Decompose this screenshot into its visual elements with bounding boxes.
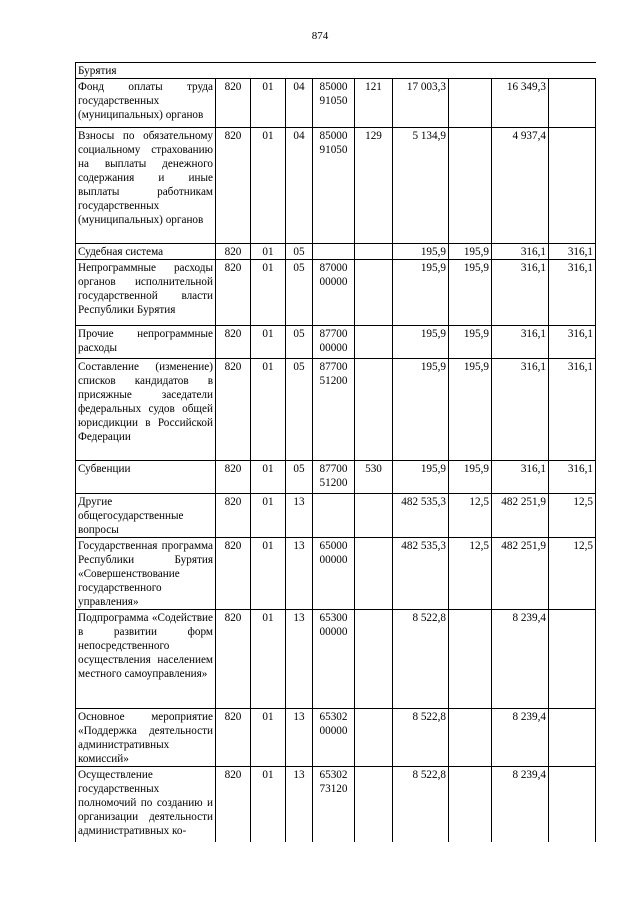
table-row xyxy=(76,244,596,260)
section-code-cell: 01 xyxy=(251,359,286,461)
amount-total-2-cell: 8 239,4 xyxy=(492,767,549,842)
table-row xyxy=(76,610,596,709)
target-code-cell: 65300 00000 xyxy=(313,610,355,709)
row-name-cell: Фонд оплаты труда государственных (муниципальных) органов xyxy=(76,79,216,128)
expense-type-cell: 129 xyxy=(355,128,393,244)
amount-federal-1-cell: 195,9 xyxy=(449,326,492,359)
expense-type-cell xyxy=(355,538,393,610)
ministry-code-cell: 820 xyxy=(216,610,251,709)
amount-total-2-cell: 482 251,9 xyxy=(492,494,549,538)
row-name-cell: Взносы по обязательному социальному страхованию на выплаты денежного содержания и иные выплаты работникам государственных (муниципальных) органов xyxy=(76,128,216,244)
amount-federal-2-cell: 12,5 xyxy=(549,538,596,610)
amount-federal-1-cell xyxy=(449,610,492,709)
amount-total-1-cell: 195,9 xyxy=(393,260,449,326)
ministry-code-cell: 820 xyxy=(216,128,251,244)
amount-total-1-cell: 195,9 xyxy=(393,359,449,461)
row-name-cell: Непрограммные расходы органов исполнительной государственной власти Республики Бурятия xyxy=(76,260,216,326)
amount-federal-2-cell xyxy=(549,128,596,244)
ministry-code-cell: 820 xyxy=(216,461,251,494)
expense-type-cell: 530 xyxy=(355,461,393,494)
amount-total-1-cell: 195,9 xyxy=(393,326,449,359)
amount-total-2-cell: 8 239,4 xyxy=(492,709,549,767)
section-code-cell: 01 xyxy=(251,128,286,244)
amount-federal-1-cell xyxy=(449,767,492,842)
table-row xyxy=(76,260,596,326)
expense-type-cell xyxy=(355,244,393,260)
amount-federal-2-cell xyxy=(549,610,596,709)
amount-federal-1-cell: 195,9 xyxy=(449,359,492,461)
amount-total-1-cell: 5 134,9 xyxy=(393,128,449,244)
amount-federal-2-cell: 316,1 xyxy=(549,461,596,494)
target-code-cell xyxy=(313,244,355,260)
subsection-code-cell: 13 xyxy=(286,709,313,767)
target-code-cell xyxy=(313,494,355,538)
table-row xyxy=(76,79,596,128)
expense-type-cell xyxy=(355,709,393,767)
amount-total-1-cell: 17 003,3 xyxy=(393,79,449,128)
amount-total-2-cell: 482 251,9 xyxy=(492,538,549,610)
amount-federal-2-cell: 12,5 xyxy=(549,494,596,538)
amount-total-2-cell: 316,1 xyxy=(492,244,549,260)
amount-total-1-cell: 195,9 xyxy=(393,461,449,494)
section-code-cell: 01 xyxy=(251,767,286,842)
table-row xyxy=(76,359,596,461)
subsection-code-cell: 05 xyxy=(286,326,313,359)
expense-type-cell xyxy=(355,767,393,842)
target-code-cell: 65000 00000 xyxy=(313,538,355,610)
amount-total-2-cell: 16 349,3 xyxy=(492,79,549,128)
row-name-cell: Осуществление государственных полномочий по созданию и организации деятельности административных ко- xyxy=(76,767,216,842)
subsection-code-cell: 05 xyxy=(286,359,313,461)
amount-federal-2-cell xyxy=(549,709,596,767)
target-code-cell: 87000 00000 xyxy=(313,260,355,326)
target-code-cell: 85000 91050 xyxy=(313,79,355,128)
subsection-code-cell: 13 xyxy=(286,494,313,538)
ministry-code-cell: 820 xyxy=(216,767,251,842)
section-code-cell: 01 xyxy=(251,244,286,260)
ministry-code-cell: 820 xyxy=(216,709,251,767)
amount-federal-2-cell: 316,1 xyxy=(549,359,596,461)
row-name-cell: Подпрограмма «Содействие в развитии форм непосредственного осуществления населением местного самоуправления» xyxy=(76,610,216,709)
amount-federal-2-cell xyxy=(549,767,596,842)
amount-total-1-cell: 482 535,3 xyxy=(393,494,449,538)
amount-total-1-cell: 8 522,8 xyxy=(393,767,449,842)
ministry-code-cell: 820 xyxy=(216,326,251,359)
ministry-code-cell: 820 xyxy=(216,260,251,326)
amount-federal-2-cell: 316,1 xyxy=(549,260,596,326)
row-name-cell: Другие общегосударственные вопросы xyxy=(76,494,216,538)
page-number: 874 xyxy=(311,30,329,42)
expense-type-cell xyxy=(355,494,393,538)
expense-type-cell: 121 xyxy=(355,79,393,128)
expense-type-cell xyxy=(355,326,393,359)
subsection-code-cell: 04 xyxy=(286,128,313,244)
ministry-code-cell: 820 xyxy=(216,79,251,128)
amount-total-2-cell: 316,1 xyxy=(492,359,549,461)
target-code-cell: 65302 00000 xyxy=(313,709,355,767)
target-code-cell: 87700 51200 xyxy=(313,359,355,461)
row-name-cell: Составление (изменение) списков кандидатов в присяжные заседатели федеральных судов общей юрисдикции в Российской Федерации xyxy=(76,359,216,461)
table-row xyxy=(76,461,596,494)
table-row xyxy=(76,494,596,538)
target-code-cell: 65302 73120 xyxy=(313,767,355,842)
amount-federal-1-cell xyxy=(449,79,492,128)
amount-total-2-cell: 316,1 xyxy=(492,260,549,326)
amount-federal-1-cell: 195,9 xyxy=(449,260,492,326)
amount-total-2-cell: 316,1 xyxy=(492,461,549,494)
row-name-cell: Субвенции xyxy=(76,461,216,494)
expense-type-cell xyxy=(355,260,393,326)
subsection-code-cell: 05 xyxy=(286,260,313,326)
table-row xyxy=(76,538,596,610)
amount-federal-1-cell: 195,9 xyxy=(449,244,492,260)
amount-federal-2-cell: 316,1 xyxy=(549,244,596,260)
section-code-cell: 01 xyxy=(251,494,286,538)
section-code-cell: 01 xyxy=(251,538,286,610)
amount-federal-1-cell: 12,5 xyxy=(449,494,492,538)
table-row xyxy=(76,326,596,359)
row-name-cell: Государственная программа Республики Бурятия «Совершенствование государственного управления» xyxy=(76,538,216,610)
subsection-code-cell: 05 xyxy=(286,461,313,494)
amount-total-1-cell: 8 522,8 xyxy=(393,709,449,767)
expense-type-cell xyxy=(355,359,393,461)
subsection-code-cell: 13 xyxy=(286,767,313,842)
table-row xyxy=(76,767,596,842)
amount-total-2-cell: 4 937,4 xyxy=(492,128,549,244)
expense-type-cell xyxy=(355,610,393,709)
subsection-code-cell: 05 xyxy=(286,244,313,260)
ministry-code-cell: 820 xyxy=(216,494,251,538)
ministry-code-cell: 820 xyxy=(216,244,251,260)
amount-federal-2-cell: 316,1 xyxy=(549,326,596,359)
amount-total-2-cell: 8 239,4 xyxy=(492,610,549,709)
row-name-cell: Судебная система xyxy=(76,244,216,260)
table-header-row xyxy=(76,63,596,79)
amount-federal-1-cell xyxy=(449,709,492,767)
subsection-code-cell: 13 xyxy=(286,538,313,610)
table-row xyxy=(76,128,596,244)
amount-federal-1-cell xyxy=(449,128,492,244)
section-code-cell: 01 xyxy=(251,709,286,767)
amount-total-1-cell: 8 522,8 xyxy=(393,610,449,709)
amount-total-2-cell: 316,1 xyxy=(492,326,549,359)
section-code-cell: 01 xyxy=(251,326,286,359)
row-name-cell: Прочие непрограммные расходы xyxy=(76,326,216,359)
section-code-cell: 01 xyxy=(251,260,286,326)
target-code-cell: 87700 51200 xyxy=(313,461,355,494)
target-code-cell: 87700 00000 xyxy=(313,326,355,359)
amount-total-1-cell: 195,9 xyxy=(393,244,449,260)
ministry-code-cell: 820 xyxy=(216,538,251,610)
subsection-code-cell: 04 xyxy=(286,79,313,128)
ministry-code-cell: 820 xyxy=(216,359,251,461)
budget-table xyxy=(75,62,596,842)
amount-federal-1-cell: 12,5 xyxy=(449,538,492,610)
amount-total-1-cell: 482 535,3 xyxy=(393,538,449,610)
target-code-cell: 85000 91050 xyxy=(313,128,355,244)
amount-federal-2-cell xyxy=(549,79,596,128)
section-code-cell: 01 xyxy=(251,461,286,494)
table-row xyxy=(76,709,596,767)
amount-federal-1-cell: 195,9 xyxy=(449,461,492,494)
subsection-code-cell: 13 xyxy=(286,610,313,709)
section-code-cell: 01 xyxy=(251,79,286,128)
region-continuation-label: Бурятия xyxy=(76,63,596,79)
section-code-cell: 01 xyxy=(251,610,286,709)
row-name-cell: Основное мероприятие «Поддержка деятельности административных комиссий» xyxy=(76,709,216,767)
